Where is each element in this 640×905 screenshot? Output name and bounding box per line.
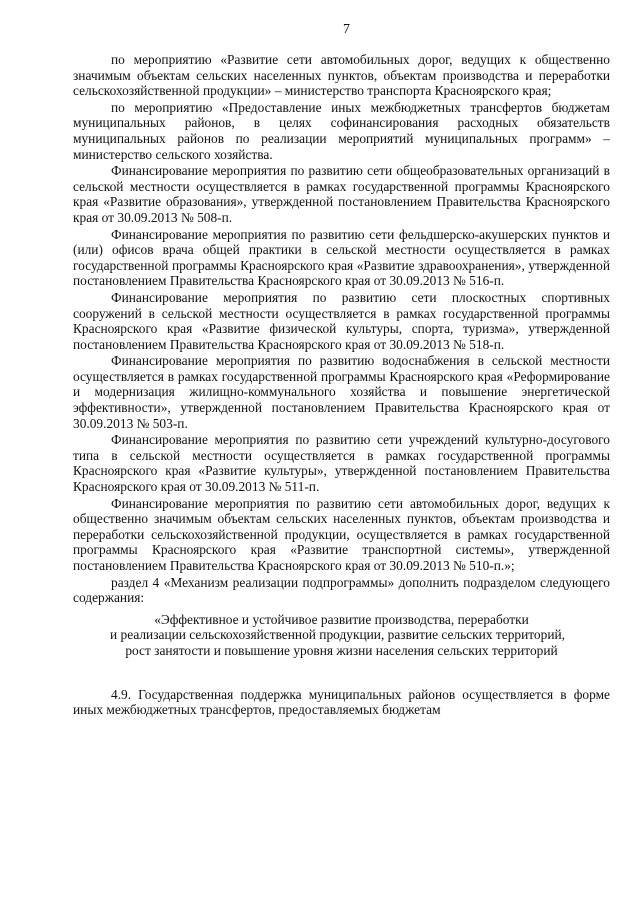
section-heading-line-1: «Эффективное и устойчивое развитие производства, переработки: [154, 611, 529, 627]
section-heading: [73, 612, 610, 659]
page-number: 7: [343, 22, 350, 37]
paragraph-roads-funding: Финансирование мероприятия по развитию сети автомобильных дорог, ведущих к общественно значимым объектам сельских населенных пунктов, объектам производства и переработки сельскохозяйственной продукции, осуществляется в рамках государственной программы Красноярского края «Развитие транспортной системы», утвержденной постановлением Правительства Красноярского края от 30.09.2013 № 510-п.»;: [73, 495, 610, 573]
paragraph-section-addition: раздел 4 «Механизм реализации подпрограммы» дополнить подразделом следующего содержания:: [73, 574, 610, 606]
paragraph-education-funding: Финансирование мероприятия по развитию сети общеобразовательных организаций в сельской местности осуществляется в рамках государственной программы Красноярского края «Развитие образования», утвержденной постановлением Правительства Красноярского края от 30.09.2013 № 508-п.: [73, 163, 610, 225]
paragraph-road-measure: по мероприятию «Развитие сети автомобильных дорог, ведущих к общественно значимым объектам сельских населенных пунктов, объектам производства и переработки сельскохозяйственной продукции» – министерство транспорта Красноярского края;: [73, 52, 610, 99]
paragraph-water-funding: Финансирование мероприятия по развитию водоснабжения в сельской местности осуществляется в рамках государственной программы Красноярского края «Реформирование и модернизация жилищно-коммунального хозяйства и повышение энергетической эффективности», утвержденной постановлением Правительства Красноярского края от 30.09.2013 № 503-п.: [73, 353, 610, 431]
paragraph-state-support: 4.9. Государственная поддержка муниципальных районов осуществляется в форме иных межбюджетных трансфертов, предоставляемых бюджетам: [73, 686, 610, 718]
section-gap: [73, 659, 610, 687]
section-heading-line-3: рост занятости и повышение уровня жизни населения сельских территорий: [125, 642, 558, 658]
section-heading-line-2: и реализации сельскохозяйственной продукции, развитие сельских территорий,: [110, 627, 565, 643]
paragraph-health-funding: Финансирование мероприятия по развитию сети фельдшерско-акушерских пунктов и (или) офисов врача общей практики в сельской местности осуществляется в рамках государственной программы Красноярского края «Развитие здравоохранения», утвержденной постановлением Правительства Красноярского края от 30.09.2013 № 516-п.: [73, 226, 610, 289]
paragraph-transfers-measure: по мероприятию «Предоставление иных межбюджетных трансфертов бюджетам муниципальных районов, в целях софинансирования расходных обязательств муниципальных районов по реализации мероприятий муниципальных программ» – министерство сельского хозяйства.: [73, 99, 610, 162]
paragraph-culture-funding: Финансирование мероприятия по развитию сети учреждений культурно-досугового типа в сельской местности осуществляется в рамках государственной программы Красноярского края «Развитие культуры», утвержденной постановлением Правительства Красноярского края от 30.09.2013 № 511-п.: [73, 432, 610, 495]
paragraph-sport-funding: Финансирование мероприятия по развитию сети плоскостных спортивных сооружений в сельской местности осуществляется в рамках государственной программы Красноярского края «Развитие физической культуры, спорта, туризма», утвержденной постановлением Правительства Красноярского края от 30.09.2013 № 518-п.: [73, 289, 610, 352]
